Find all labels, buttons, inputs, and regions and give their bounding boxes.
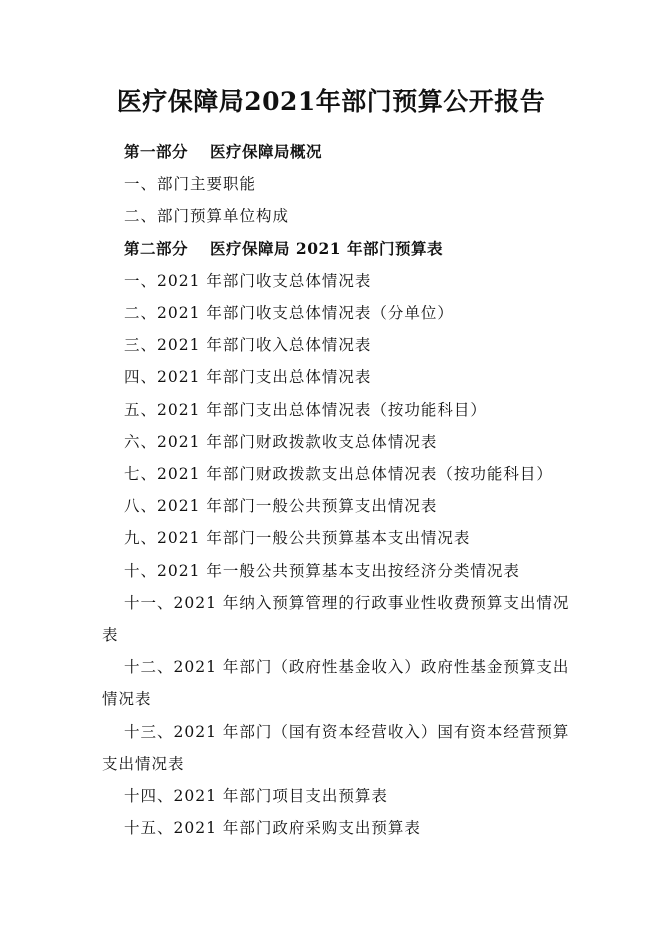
toc-item: 十、2021 年一般公共预算基本支出按经济分类情况表 bbox=[124, 561, 520, 580]
toc-item: 八、2021 年部门一般公共预算支出情况表 bbox=[124, 497, 438, 516]
section-label: 第一部分 bbox=[124, 142, 189, 161]
toc-item: 六、2021 年部门财政拨款收支总体情况表 bbox=[124, 432, 438, 451]
toc-item: 一、2021 年部门收支总体情况表 bbox=[124, 271, 372, 290]
toc-item: 九、2021 年部门一般公共预算基本支出情况表 bbox=[124, 529, 471, 548]
section-name: 医疗保障局 2021 年部门预算表 bbox=[210, 238, 443, 258]
section-label: 第二部分 bbox=[124, 238, 189, 258]
toc-item: 十五、2021 年部门政府采购支出预算表 bbox=[124, 819, 421, 838]
page-title: 医疗保障局2021年部门预算公开报告 bbox=[116, 87, 546, 116]
toc-item: 二、部门预算单位构成 bbox=[124, 207, 290, 226]
toc-item: 四、2021 年部门支出总体情况表 bbox=[124, 368, 372, 387]
toc-item-wrapped-rest: 情况表 bbox=[102, 690, 152, 709]
section-heading-part1 bbox=[102, 136, 564, 168]
toc-item-wrapped-rest: 表 bbox=[102, 626, 119, 645]
toc-item: 七、2021 年部门财政拨款支出总体情况表（按功能科目） bbox=[124, 465, 553, 484]
toc-item-wrapped-first: 十一、2021 年纳入预算管理的行政事业性收费预算支出情况 bbox=[124, 593, 570, 612]
section-heading-part2 bbox=[102, 233, 564, 265]
toc-item-wrapped-rest: 支出情况表 bbox=[102, 754, 185, 773]
toc-item: 三、2021 年部门收入总体情况表 bbox=[124, 336, 372, 355]
table-of-contents bbox=[102, 136, 570, 844]
toc-item-wrapped-first: 十二、2021 年部门（政府性基金收入）政府性基金预算支出 bbox=[124, 658, 570, 677]
toc-item: 一、部门主要职能 bbox=[124, 175, 257, 194]
section-name: 医疗保障局概况 bbox=[210, 142, 323, 161]
toc-item: 十四、2021 年部门项目支出预算表 bbox=[124, 787, 388, 806]
toc-item-wrapped-first: 十三、2021 年部门（国有资本经营收入）国有资本经营预算 bbox=[124, 722, 570, 741]
toc-item: 二、2021 年部门收支总体情况表（分单位） bbox=[124, 304, 454, 323]
toc-item: 五、2021 年部门支出总体情况表（按功能科目） bbox=[124, 400, 487, 419]
